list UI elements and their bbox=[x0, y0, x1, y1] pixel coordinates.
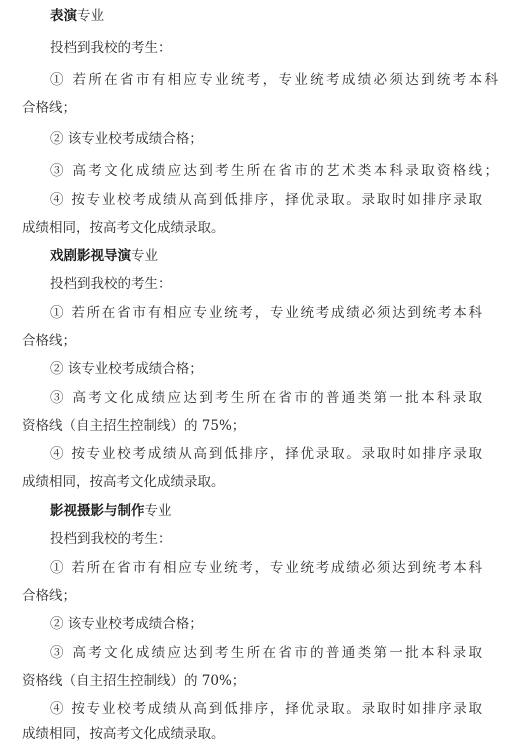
rule-item-4-continued: 成绩相同，按高考文化成绩录取。 bbox=[22, 474, 225, 490]
rule-item-3-continued: 资格线（自主招生控制线）的 75%； bbox=[22, 418, 246, 434]
rule-item-1: ① 若所在省市有相应专业统考，专业统考成绩必须达到统考本科 bbox=[50, 560, 482, 576]
rule-item-1: ① 若所在省市有相应专业统考，专业统考成绩必须达到统考本科 bbox=[50, 72, 498, 88]
section-title-suffix: 专业 bbox=[77, 8, 104, 24]
section-intro: 投档到我校的考生： bbox=[50, 40, 172, 56]
rule-item-2: ② 该专业校考成绩合格； bbox=[50, 131, 203, 147]
section-title-directing bbox=[50, 246, 158, 266]
rule-item-3: ③ 高考文化成绩应达到考生所在省市的普通类第一批本科录取 bbox=[50, 390, 482, 406]
rule-item-3: ③ 高考文化成绩应达到考生所在省市的艺术类本科录取资格线； bbox=[50, 163, 498, 179]
rule-item-3-continued: 资格线（自主招生控制线）的 70%； bbox=[22, 673, 246, 689]
section-title-bold: 影视摄影与制作 bbox=[50, 503, 145, 519]
rule-item-4-continued: 成绩相同，按高考文化成绩录取。 bbox=[22, 220, 225, 236]
section-title-performance bbox=[50, 6, 104, 26]
rule-item-4: ④ 按专业校考成绩从高到低排序，择优录取。录取时如排序录取 bbox=[50, 701, 482, 717]
section-intro: 投档到我校的考生： bbox=[50, 276, 172, 292]
rule-item-1: ① 若所在省市有相应专业统考，专业统考成绩必须达到统考本科 bbox=[50, 305, 482, 321]
section-intro: 投档到我校的考生： bbox=[50, 531, 172, 547]
rule-item-4: ④ 按专业校考成绩从高到低排序，择优录取。录取时如排序录取 bbox=[50, 192, 482, 208]
section-title-suffix: 专业 bbox=[144, 503, 172, 519]
section-title-bold: 表演 bbox=[50, 8, 77, 24]
rule-item-4-continued: 成绩相同，按高考文化成绩录取。 bbox=[22, 726, 225, 742]
rule-item-2: ② 该专业校考成绩合格； bbox=[50, 616, 203, 632]
rule-item-4: ④ 按专业校考成绩从高到低排序，择优录取。录取时如排序录取 bbox=[50, 446, 482, 462]
section-title-cinematography bbox=[50, 501, 172, 521]
rule-item-2: ② 该专业校考成绩合格； bbox=[50, 361, 203, 377]
rule-item-1-continued: 合格线； bbox=[22, 333, 76, 349]
rule-item-1-continued: 合格线； bbox=[22, 588, 76, 604]
section-title-suffix: 专业 bbox=[131, 248, 158, 264]
rule-item-3: ③ 高考文化成绩应达到考生所在省市的普通类第一批本科录取 bbox=[50, 645, 482, 661]
rule-item-1-continued: 合格线； bbox=[22, 100, 76, 116]
section-title-bold: 戏剧影视导演 bbox=[50, 248, 131, 264]
